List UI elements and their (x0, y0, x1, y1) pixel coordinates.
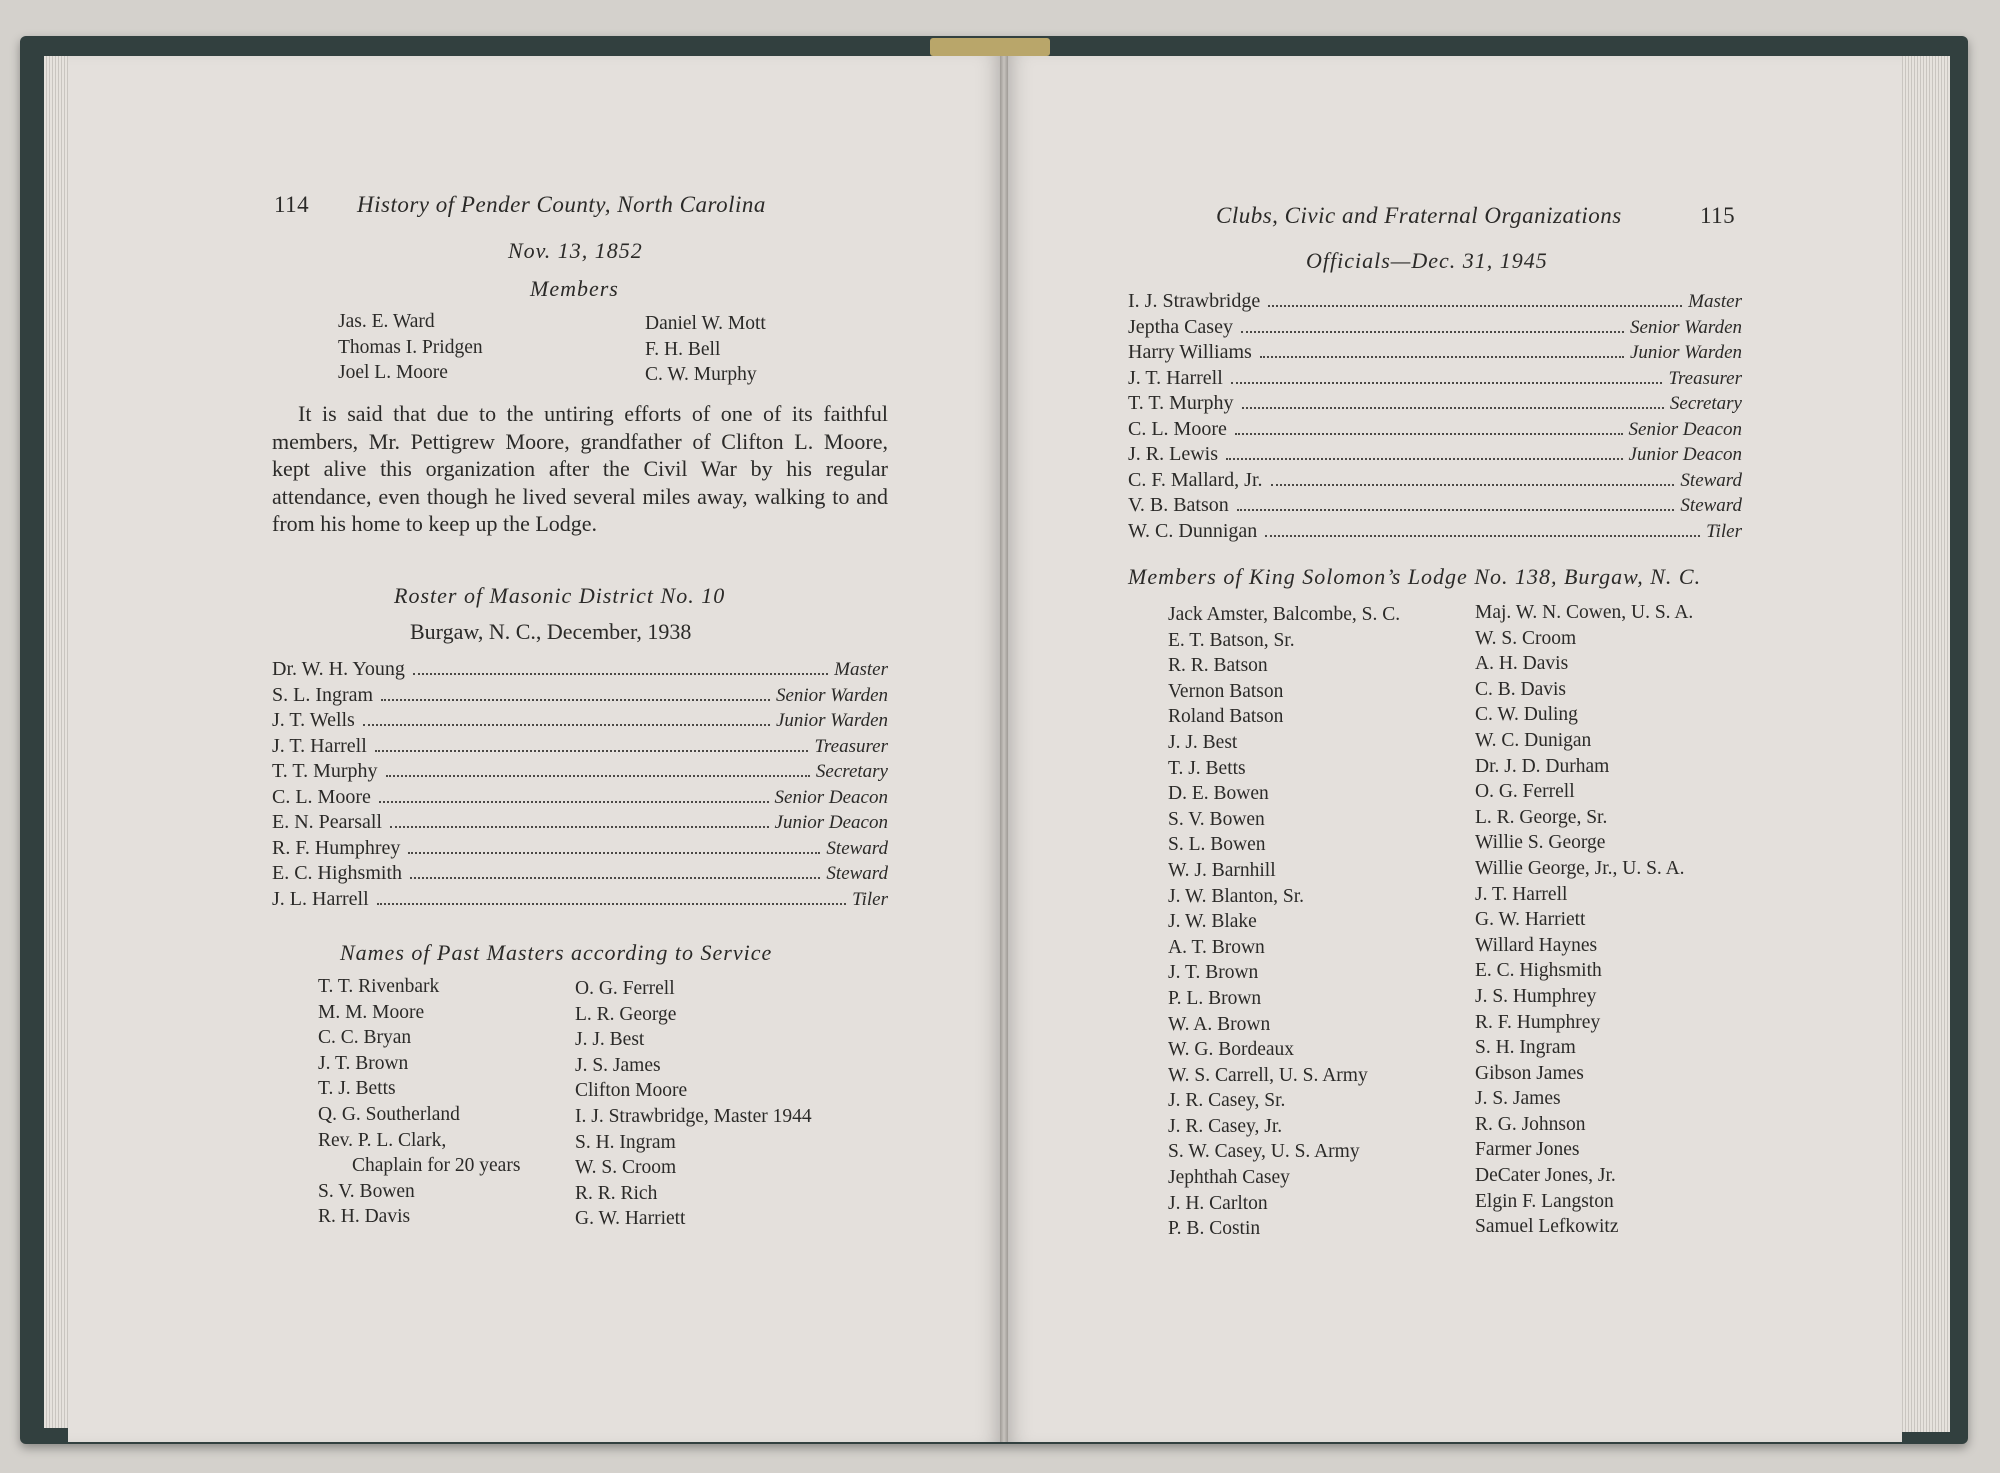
list-item: E. T. Batson, Sr. (1168, 629, 1295, 651)
roster-office: Secretary (1669, 393, 1742, 414)
roster-name: T. T. Murphy (272, 760, 378, 782)
list-item: S. V. Bowen (1168, 808, 1265, 830)
list-item: R. H. Davis (318, 1206, 411, 1228)
list-item: J. H. Carlton (1168, 1192, 1268, 1214)
roster-subheading: Burgaw, N. C., December, 1938 (410, 619, 692, 644)
date-heading: Nov. 13, 1852 (508, 238, 643, 263)
list-item: T. J. Betts (318, 1078, 396, 1100)
page-edges-right (1900, 56, 1950, 1432)
list-item: Jas. E. Ward (338, 311, 435, 332)
roster-office: Master (834, 659, 888, 680)
leader-dots (1231, 382, 1663, 384)
list-item: J. T. Brown (1168, 962, 1259, 984)
roster-name: C. L. Moore (272, 785, 371, 808)
roster-name: J. T. Harrell (1128, 366, 1223, 389)
roster-office: Steward (826, 863, 888, 884)
list-item: S. L. Bowen (1168, 834, 1266, 856)
roster-office: Junior Deacon (1628, 444, 1742, 465)
right-running-head: Clubs, Civic and Fraternal Organizations (1216, 203, 1622, 228)
list-item: Dr. J. D. Durham (1475, 755, 1610, 777)
list-item: D. E. Bowen (1168, 783, 1269, 805)
list-item: Maj. W. N. Cowen, U. S. A. (1475, 602, 1694, 623)
roster-name: C. F. Mallard, Jr. (1128, 468, 1263, 491)
list-item: E. C. Highsmith (1475, 960, 1602, 982)
roster-row (272, 888, 888, 913)
roster-name: E. C. Highsmith (272, 862, 403, 884)
list-item: Willie George, Jr., U. S. A. (1475, 857, 1685, 879)
roster-office: Steward (826, 837, 888, 859)
lodge-members-col2 (1475, 602, 1693, 1242)
list-item: W. S. Carrell, U. S. Army (1168, 1064, 1368, 1086)
list-item: S. W. Casey, U. S. Army (1168, 1141, 1360, 1163)
roster-row (1128, 443, 1742, 468)
list-item: T. T. Rivenbark (318, 976, 440, 997)
list-item: J. S. Humphrey (1475, 985, 1597, 1007)
roster-name: S. L. Ingram (272, 683, 374, 706)
list-item: J. T. Harrell (1475, 883, 1568, 905)
roster-row (1128, 367, 1742, 392)
lodge-members-col1 (1168, 604, 1400, 1244)
past-masters-heading: Names of Past Masters according to Service (340, 940, 773, 965)
roster-name: J. R. Lewis (1128, 443, 1218, 465)
roster-name: J. L. Harrell (272, 887, 369, 910)
leader-dots (413, 673, 828, 675)
roster-row (272, 862, 888, 887)
list-item: L. R. George, Sr. (1475, 806, 1608, 828)
leader-dots (1265, 535, 1700, 537)
list-item: Willard Haynes (1475, 934, 1598, 956)
list-item: J. S. James (1475, 1088, 1561, 1110)
leader-dots (1242, 407, 1664, 409)
roster-row (1128, 316, 1742, 341)
roster-row (1128, 290, 1742, 315)
list-item: P. L. Brown (1168, 987, 1262, 1009)
lodge-members-heading: Members of King Solomon’s Lodge No. 138, Burgaw, N. C. (1128, 564, 1702, 589)
roster-heading: Roster of Masonic District No. 10 (394, 583, 726, 608)
list-item: G. W. Harriett (1475, 909, 1586, 931)
list-item: C. B. Davis (1475, 678, 1567, 700)
list-item: Thomas I. Pridgen (338, 336, 483, 358)
roster-name: Dr. W. H. Young (272, 658, 405, 680)
leader-dots (1237, 509, 1675, 511)
past-masters-col1 (318, 976, 520, 1232)
list-item: W. C. Dunigan (1475, 729, 1592, 751)
list-item: Q. G. Southerland (318, 1103, 460, 1125)
list-item: J. J. Best (1168, 731, 1238, 753)
list-item: J. T. Brown (318, 1052, 409, 1074)
list-item: J. J. Best (575, 1029, 645, 1051)
roster-row (1128, 341, 1742, 366)
list-item: J. R. Casey, Sr. (1168, 1090, 1286, 1112)
list-item: Clifton Moore (575, 1080, 688, 1102)
roster-office: Master (1688, 291, 1742, 312)
past-masters-col2 (575, 978, 812, 1234)
right-page-number: 115 (1700, 203, 1736, 228)
list-item: M. M. Moore (318, 1001, 425, 1023)
list-item: T. J. Betts (1168, 757, 1246, 779)
list-item: Jephthah Casey (1168, 1167, 1290, 1189)
roster-office: Senior Warden (1629, 316, 1742, 338)
roster-office: Junior Deacon (774, 812, 888, 833)
leader-dots (390, 826, 769, 828)
list-item: Rev. P. L. Clark, (318, 1129, 447, 1151)
list-item: J. W. Blake (1168, 911, 1257, 933)
roster-row (1128, 418, 1742, 443)
leader-dots (1260, 356, 1624, 358)
list-item: J. R. Casey, Jr. (1168, 1115, 1283, 1137)
list-item: W. G. Bordeaux (1168, 1039, 1295, 1061)
list-item: C. W. Murphy (645, 364, 757, 386)
list-item: S. V. Bowen (318, 1180, 415, 1202)
roster-row (272, 684, 888, 709)
list-item: R. R. Rich (575, 1182, 658, 1204)
roster-row (272, 811, 888, 836)
list-item: C. W. Duling (1475, 704, 1578, 726)
list-item: W. S. Croom (575, 1157, 677, 1179)
roster-row (272, 786, 888, 811)
roster-row (1128, 520, 1742, 545)
leader-dots (1226, 458, 1623, 460)
roster-office: Senior Deacon (1628, 418, 1742, 440)
roster-office: Treasurer (814, 735, 888, 757)
roster-name: J. T. Wells (272, 709, 355, 731)
roster-name: R. F. Humphrey (272, 836, 401, 859)
history-paragraph: It is said that due to the untiring efforts of one of its faithful members, Mr. Pettigrew Moore, grandfather of Clifton L. Moore, kept alive this organization after the Civil War by his regular attendance, even though he lived several miles away, walking to and from his home to keep up the Lodge. (272, 401, 888, 536)
list-item: W. J. Barnhill (1168, 859, 1276, 881)
list-item: DeCater Jones, Jr. (1475, 1165, 1616, 1187)
list-item: Vernon Batson (1168, 680, 1284, 702)
roster-name: C. L. Moore (1128, 417, 1227, 440)
list-item: Willie S. George (1475, 832, 1606, 854)
roster-office: Treasurer (1668, 367, 1742, 389)
list-item: Elgin F. Langston (1475, 1190, 1614, 1212)
left-page-number: 114 (274, 192, 310, 217)
leader-dots (1235, 433, 1623, 435)
list-item: Farmer Jones (1475, 1139, 1580, 1161)
roster-row (1128, 392, 1742, 417)
list-item: S. H. Ingram (1475, 1037, 1576, 1059)
list-item: P. B. Costin (1168, 1218, 1261, 1240)
roster-name: W. C. Dunnigan (1128, 519, 1258, 542)
roster-row (272, 709, 888, 734)
roster-office: Steward (1680, 469, 1742, 491)
leader-dots (1271, 484, 1675, 486)
roster-name: E. N. Pearsall (272, 811, 382, 833)
leader-dots (1268, 305, 1682, 307)
list-item: F. H. Bell (645, 338, 721, 360)
roster-name: J. T. Harrell (272, 734, 367, 757)
roster-office: Junior Warden (1629, 342, 1742, 363)
roster-name: Harry Williams (1128, 341, 1252, 363)
list-item: G. W. Harriett (575, 1208, 686, 1230)
leader-dots (1241, 331, 1624, 333)
left-running-head: History of Pender County, North Carolina (357, 192, 766, 217)
roster-name: V. B. Batson (1128, 494, 1229, 516)
roster-row (272, 837, 888, 862)
roster-office: Tiler (1706, 520, 1742, 542)
roster-row (1128, 494, 1742, 519)
list-item: Samuel Lefkowitz (1475, 1216, 1619, 1238)
officials-heading: Officials—Dec. 31, 1945 (1306, 248, 1548, 273)
leader-dots (410, 877, 820, 879)
list-item: W. S. Croom (1475, 627, 1577, 649)
leader-dots (386, 775, 810, 777)
list-item: Gibson James (1475, 1062, 1584, 1084)
list-item: A. T. Brown (1168, 936, 1265, 958)
list-item: R. G. Johnson (1475, 1113, 1586, 1135)
roster-name: T. T. Murphy (1128, 392, 1234, 414)
leader-dots (408, 852, 820, 854)
leader-dots (377, 903, 846, 905)
list-item: J. S. James (575, 1054, 661, 1076)
list-item: Joel L. Moore (338, 362, 448, 384)
list-item: L. R. George (575, 1003, 677, 1025)
bookmark-ribbon (930, 38, 1050, 56)
list-item: C. C. Bryan (318, 1027, 412, 1049)
roster-row (272, 735, 888, 760)
list-item: R. R. Batson (1168, 655, 1268, 677)
roster-row (272, 658, 888, 683)
leader-dots (381, 699, 770, 701)
roster-name: Jeptha Casey (1128, 315, 1233, 338)
roster-office: Secretary (815, 761, 888, 782)
book-gutter (1000, 56, 1008, 1442)
roster-name: I. J. Strawbridge (1128, 290, 1261, 312)
roster-office: Senior Deacon (774, 786, 888, 808)
page-edges-left (44, 56, 70, 1428)
list-item: Roland Batson (1168, 706, 1284, 728)
list-item: I. J. Strawbridge, Master 1944 (575, 1105, 812, 1127)
list-item: R. F. Humphrey (1475, 1011, 1601, 1033)
roster-row (1128, 469, 1742, 494)
members-list-col1 (338, 311, 483, 388)
roster-office: Tiler (852, 888, 888, 910)
list-item: Daniel W. Mott (645, 313, 766, 334)
roster-office: Steward (1680, 495, 1742, 516)
roster-row (272, 760, 888, 785)
list-item: S. H. Ingram (575, 1131, 676, 1153)
leader-dots (379, 801, 769, 803)
roster-office: Junior Warden (775, 710, 888, 731)
list-item: Jack Amster, Balcombe, S. C. (1168, 604, 1401, 625)
list-item: W. A. Brown (1168, 1013, 1271, 1035)
members-list-col2 (645, 313, 766, 390)
list-item: Chaplain for 20 years (352, 1155, 521, 1177)
members-heading: Members (530, 276, 619, 301)
list-item: J. W. Blanton, Sr. (1168, 885, 1304, 907)
list-item: A. H. Davis (1475, 653, 1569, 675)
list-item: O. G. Ferrell (575, 978, 675, 999)
leader-dots (375, 750, 809, 752)
roster-office: Senior Warden (775, 684, 888, 706)
leader-dots (363, 724, 770, 726)
list-item: O. G. Ferrell (1475, 781, 1575, 803)
